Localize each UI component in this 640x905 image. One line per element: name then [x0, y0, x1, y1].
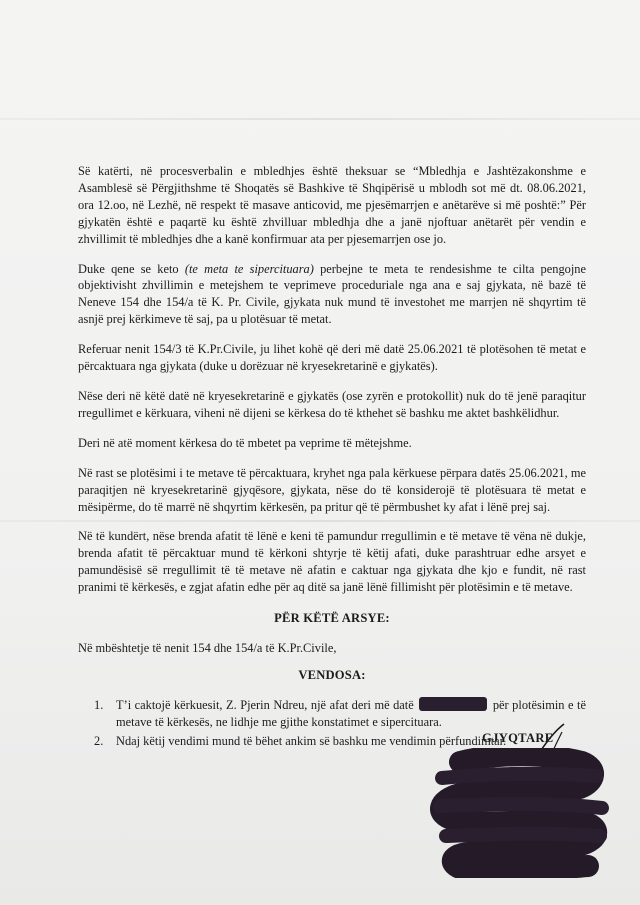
decision-number: 1.	[94, 697, 104, 712]
paragraph-7: Në të kundërt, nëse brenda afatit të lënë e keni të pamundur rregullimin e të metave të vëna në dukje, brenda afatit të përcaktuar mund të kërkoni shtyrje të këtij afati, duke parashtruar edhe arsyet e pamundësisë së rregullimit të të metave në afatin e caktuar nga gjykata dhe kjo e fundit, në rast pranimi të kërkesës, e zgjat afatin edhe për aq ditë sa janë lënë fillimisht për plotësimin e të metave.	[78, 529, 586, 595]
paragraph-2-italic: (te meta te sipercituara)	[184, 261, 314, 276]
decision-2-text: Ndaj këtij vendimi mund të bëhet ankim së bashku me vendimin përfundimtar.	[116, 733, 507, 748]
heading-reasons: PËR KËTË ARSYE:	[274, 611, 390, 626]
redacted-date-block	[419, 697, 487, 711]
decision-1-text-b: për plotësimin e të metave të kërkesës, ne lidhje me gjithe konstatimet e sipercituara.	[116, 697, 586, 729]
paragraph-2	[78, 261, 586, 329]
judge-title: GJYQTARE	[482, 731, 554, 745]
paragraph-1: Së katërti, në procesverbalin e mbledhjes është theksuar se “Mbledhja e Jashtëzakonshme e Asamblesë së Përgjithshme të Shoqatës së Bashkive të Shqipërisë u mblodh sot më dt. 08.06.2021, ora 12.oo, në Lezhë, në respekt të masave anticovid, me pjesëmarrjen e anëtarëve si më poshtë:” Për gjykatën është e paqartë ku është zhvilluar mbledhja dhe a janë njoftuar anëtarët për vendin e zhvillimit të mbledhjes dhe a kanë konfirmuar ata per pjesemarrjen ose jo.	[78, 164, 586, 246]
paragraph-2-start: Duke qene se keto	[78, 261, 179, 276]
paragraph-6: Në rast se plotësimi i te metave të përcaktuara, kryhet nga pala kërkuese përpara datës 25.06.2021, me paraqitjen në kryesekretarinë gjyqësore, gjykata, nëse do të konsiderojë të plotësuara të metat e mësipërme, do të marrë në shqyrtim kërkesën, pa pritur që të përmbushet ky afat i lënë prej saj.	[78, 465, 586, 514]
paragraph-5: Deri në atë moment kërkesa do të mbetet pa veprime të mëtejshme.	[78, 435, 412, 450]
heading-decision: VENDOSA:	[298, 667, 366, 682]
legal-basis: Në mbështetje të nenit 154 dhe 154/a të K.Pr.Civile,	[78, 640, 337, 655]
paragraph-3: Referuar nenit 154/3 të K.Pr.Civile, ju lihet kohë që deri më datë 25.06.2021 të plotësohen të metat e përcaktuara nga gjykata (duke u dorëzuar në kryesekretarinë e gjykatës).	[78, 342, 586, 374]
paragraph-2-rest: perbejne te meta te rendesishme te cilta pengojne objektivisht zhvillimin e metejshem te veprimeve proceduriale nga ana e saj gjykata, në bazë të Neneve 154 dhe 154/a të K. Pr. Civile, gjykata nuk mund të investohet me marrjen në shqyrtim të asnjë prej kërkimeve të saj, pa u plotësuar të metat.	[78, 261, 586, 327]
paragraph-4: Nëse deri në këtë datë në kryesekretarinë e gjykatës (ose zyrën e protokollit) nuk do të jenë paraqitur rregullimet e kërkuara, viheni në dijeni se kërkesa do të kthehet së bashku me aktet bashkëlidhur.	[78, 388, 586, 420]
redacted-signature-block	[420, 748, 610, 878]
decision-1-text-a: T’i caktojë kërkuesit, Z. Pjerin Ndreu, një afat deri më datë	[116, 697, 414, 712]
decision-body	[78, 163, 586, 751]
decision-number: 2.	[94, 733, 104, 748]
paper-fold	[0, 118, 640, 120]
